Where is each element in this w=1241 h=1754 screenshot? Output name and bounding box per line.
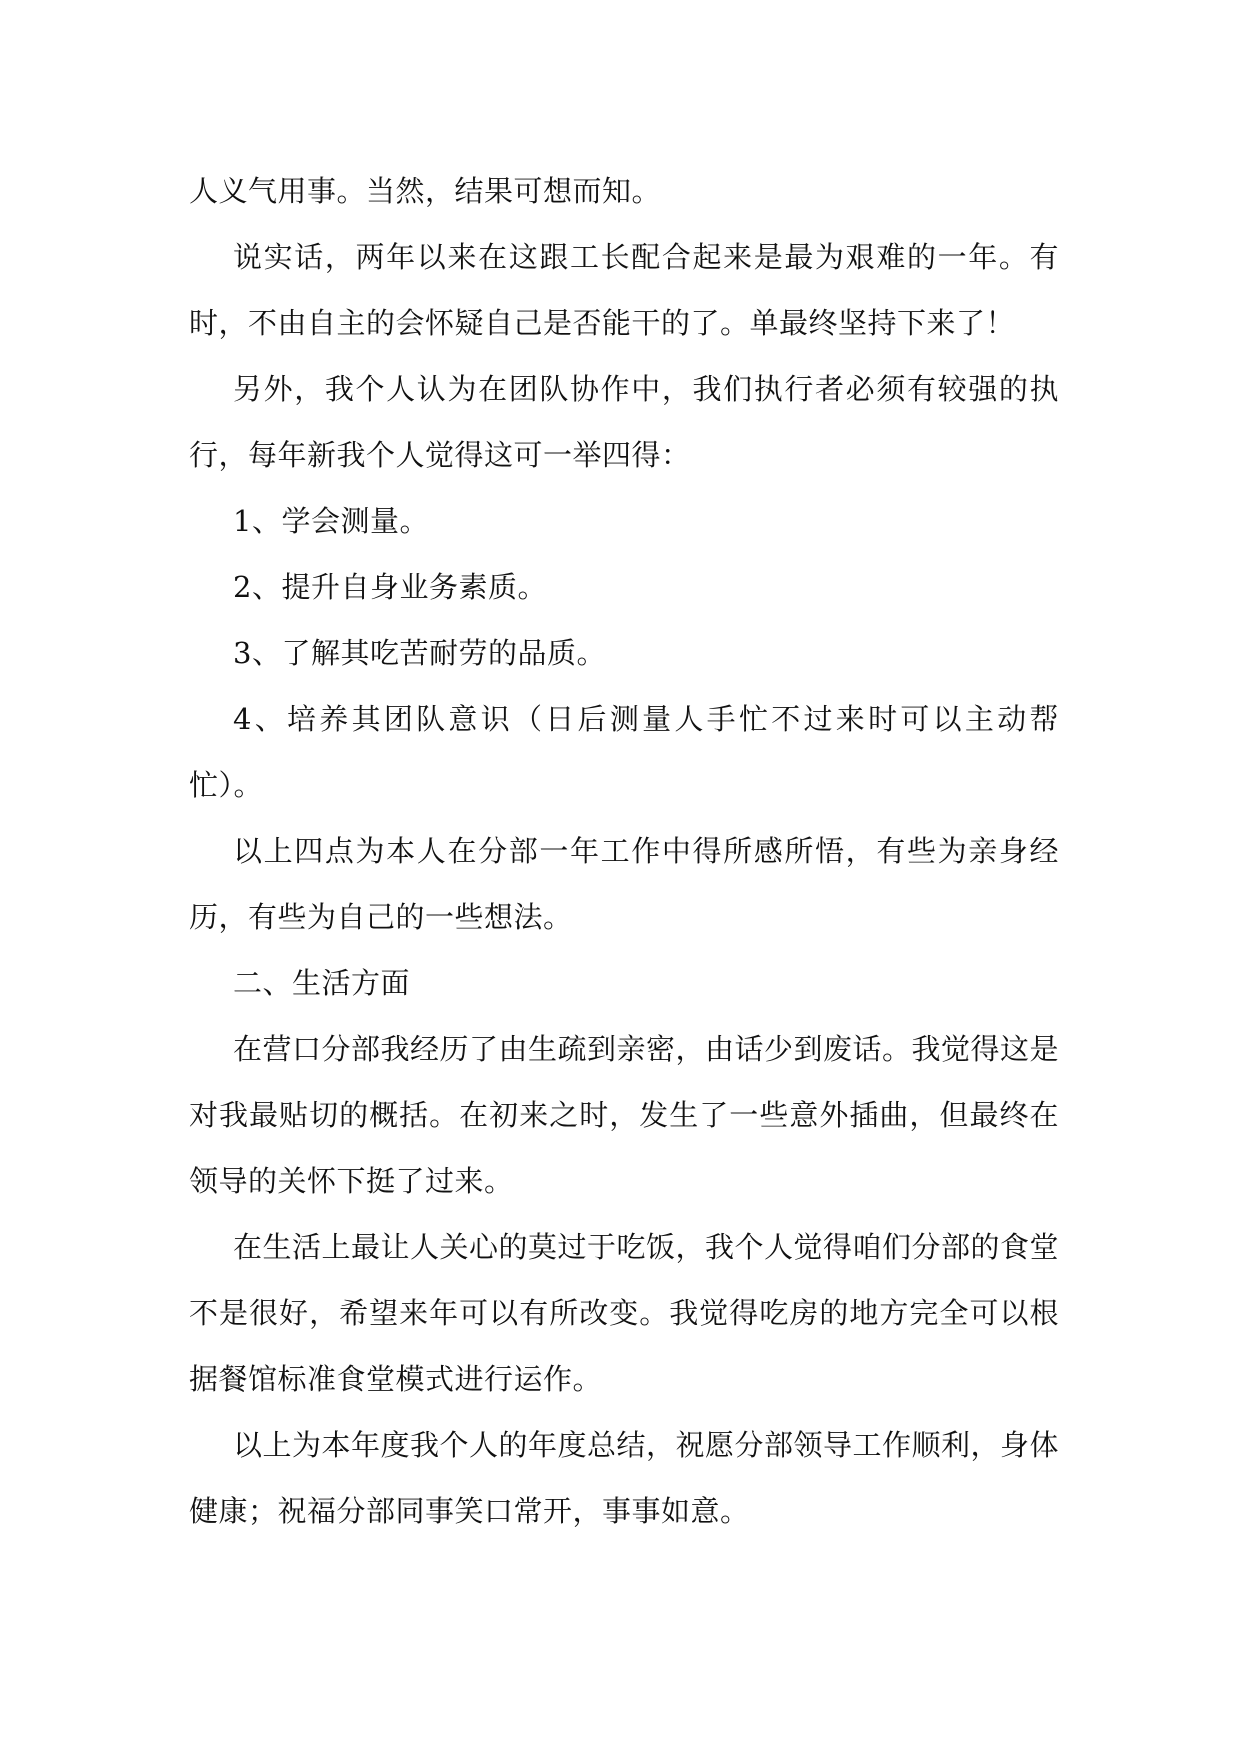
document-body: [189, 158, 1059, 1544]
section-heading-life: 二、生活方面: [233, 966, 411, 1000]
list-item-2: 2、提升自身业务素质。: [233, 570, 547, 604]
list-item-1: 1、学会测量。: [233, 504, 429, 538]
paragraph-closing: 以上为本年度我个人的年度总结，祝愿分部领导工作顺利，身体健康；祝福分部同事笑口常开，事事如意。: [189, 1428, 1060, 1528]
list-item-4: 4、培养其团队意识（日后测量人手忙不过来时可以主动帮忙）。: [189, 702, 1059, 802]
paragraph-canteen: 在生活上最让人关心的莫过于吃饭，我个人觉得咱们分部的食堂不是很好，希望来年可以有所改变。我觉得吃房的地方完全可以根据餐馆标准食堂模式进行运作。: [189, 1230, 1060, 1396]
list-item-3: 3、了解其吃苦耐劳的品质。: [233, 636, 606, 670]
paragraph-teamwork: 另外，我个人认为在团队协作中，我们执行者必须有较强的执行，每年新我个人觉得这可一举四得：: [189, 372, 1059, 472]
paragraph-summary-points: 以上四点为本人在分部一年工作中得所感所悟，有些为亲身经历，有些为自己的一些想法。: [189, 834, 1059, 934]
paragraph-cooperation: 说实话，两年以来在这跟工长配合起来是最为艰难的一年。有时，不由自主的会怀疑自己是否能干的了。单最终坚持下来了！: [189, 240, 1059, 340]
paragraph-continuation: 人义气用事。当然，结果可想而知。: [189, 174, 662, 208]
paragraph-life-experience: 在营口分部我经历了由生疏到亲密，由话少到废话。我觉得这是对我最贴切的概括。在初来之时，发生了一些意外插曲，但最终在领导的关怀下挺了过来。: [189, 1032, 1060, 1198]
